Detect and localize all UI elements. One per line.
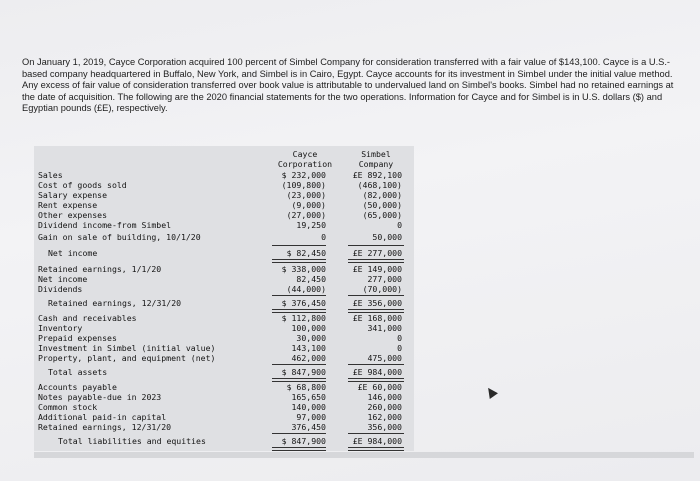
cayce-value: 376,450	[291, 422, 326, 432]
simbel-value: 146,000	[367, 392, 402, 402]
financial-statements-table	[34, 146, 414, 451]
double-rule	[272, 259, 326, 263]
rule	[348, 295, 404, 296]
row-label: Gain on sale of building, 10/1/20	[38, 232, 201, 242]
simbel-value: 50,000	[372, 232, 402, 242]
double-rule	[272, 447, 326, 451]
cayce-value: $ 338,000	[281, 264, 326, 274]
cayce-value: (109,800)	[281, 180, 326, 190]
row-label: Property, plant, and equipment (net)	[38, 353, 216, 363]
cayce-value: $ 847,900	[281, 436, 326, 446]
rule	[272, 364, 326, 365]
simbel-value: 162,000	[367, 412, 402, 422]
simbel-value: 341,000	[367, 323, 402, 333]
cayce-value: 140,000	[291, 402, 326, 412]
row-label: Accounts payable	[38, 382, 117, 392]
cayce-value: $ 68,800	[286, 382, 326, 392]
cayce-value: 0	[321, 232, 326, 242]
row-label: Dividends	[38, 284, 83, 294]
simbel-value: 0	[397, 343, 402, 353]
simbel-value: £E 984,000	[352, 367, 402, 377]
row-label: Investment in Simbel (initial value)	[38, 343, 216, 353]
simbel-value: £E 277,000	[352, 248, 402, 258]
row-label: Salary expense	[38, 190, 108, 200]
rule	[348, 364, 404, 365]
simbel-value: 0	[397, 220, 402, 230]
cayce-value: 143,100	[291, 343, 326, 353]
cayce-value: 462,000	[291, 353, 326, 363]
simbel-value: (468,100)	[357, 180, 402, 190]
cayce-value: (44,000)	[286, 284, 326, 294]
simbel-value: 475,000	[367, 353, 402, 363]
simbel-value: 277,000	[367, 274, 402, 284]
simbel-value: £E 60,000	[357, 382, 402, 392]
double-rule	[348, 447, 404, 451]
cayce-value: (23,000)	[286, 190, 326, 200]
row-label: Inventory	[38, 323, 83, 333]
cayce-value: 97,000	[296, 412, 326, 422]
problem-statement: On January 1, 2019, Cayce Corporation acquired 100 percent of Simbel Company for consideration transferred with a fair value of $143,100. Cayce is a U.S.-based company headquartered in Buffalo, New York, and Simbel is in Cairo, Egypt. Cayce accounts for its investment in Simbel under the initial value method. Any excess of fair value of consideration transferred over book value is attributable to undervalued land on Simbel's books. Simbel had no retained earnings at the date of acquisition. The following are the 2020 financial statements for the two operations. Information for Cayce and for Simbel is in U.S. dollars ($) and Egyptian pounds (£E), respectively.	[22, 57, 674, 114]
row-label: Common stock	[38, 402, 98, 412]
simbel-value: (50,000)	[362, 200, 402, 210]
rule	[272, 295, 326, 296]
header-simbel-1: Simbel	[361, 149, 391, 159]
simbel-value: £E 984,000	[352, 436, 402, 446]
cayce-value: (9,000)	[291, 200, 326, 210]
simbel-value: 356,000	[367, 422, 402, 432]
row-label: Net income	[48, 248, 98, 258]
header-cayce-2: Corporation	[277, 159, 333, 169]
row-label: Cost of goods sold	[38, 180, 127, 190]
cayce-value: 30,000	[296, 333, 326, 343]
cayce-value: 100,000	[291, 323, 326, 333]
double-rule	[348, 259, 404, 263]
row-label: Retained earnings, 12/31/20	[38, 422, 172, 432]
simbel-value: (70,000)	[362, 284, 402, 294]
mouse-pointer-icon	[484, 385, 498, 399]
row-label: Sales	[38, 170, 63, 180]
rule	[272, 433, 326, 434]
bottom-band	[34, 452, 694, 458]
simbel-value: 260,000	[367, 402, 402, 412]
simbel-value: £E 168,000	[352, 313, 402, 323]
row-label: Rent expense	[38, 200, 98, 210]
rule	[348, 245, 404, 246]
cayce-value: $ 376,450	[281, 298, 326, 308]
cayce-value: $ 112,800	[281, 313, 326, 323]
row-label: Retained earnings, 12/31/20	[48, 298, 182, 308]
row-label: Other expenses	[38, 210, 108, 220]
row-label: Total liabilities and equities	[58, 436, 206, 446]
cayce-value: 82,450	[296, 274, 326, 284]
row-label: Dividend income-from Simbel	[38, 220, 172, 230]
cayce-value: (27,000)	[286, 210, 326, 220]
row-label: Total assets	[48, 367, 108, 377]
simbel-value: £E 149,000	[352, 264, 402, 274]
row-label: Notes payable-due in 2023	[38, 392, 162, 402]
header-simbel-2: Company	[358, 159, 394, 169]
cayce-value: $ 847,900	[281, 367, 326, 377]
header-cayce-1: Cayce	[292, 149, 318, 159]
row-label: Net income	[38, 274, 88, 284]
rule	[348, 433, 404, 434]
row-label: Retained earnings, 1/1/20	[38, 264, 162, 274]
simbel-value: 0	[397, 333, 402, 343]
cayce-value: $ 82,450	[286, 248, 326, 258]
simbel-value: £E 356,000	[352, 298, 402, 308]
row-label: Additional paid-in capital	[38, 412, 167, 422]
cayce-value: 19,250	[296, 220, 326, 230]
simbel-value: (65,000)	[362, 210, 402, 220]
simbel-value: £E 892,100	[352, 170, 402, 180]
cayce-value: $ 232,000	[281, 170, 326, 180]
rule	[272, 245, 326, 246]
cayce-value: 165,650	[291, 392, 326, 402]
row-label: Prepaid expenses	[38, 333, 117, 343]
row-label: Cash and receivables	[38, 313, 137, 323]
simbel-value: (82,000)	[362, 190, 402, 200]
